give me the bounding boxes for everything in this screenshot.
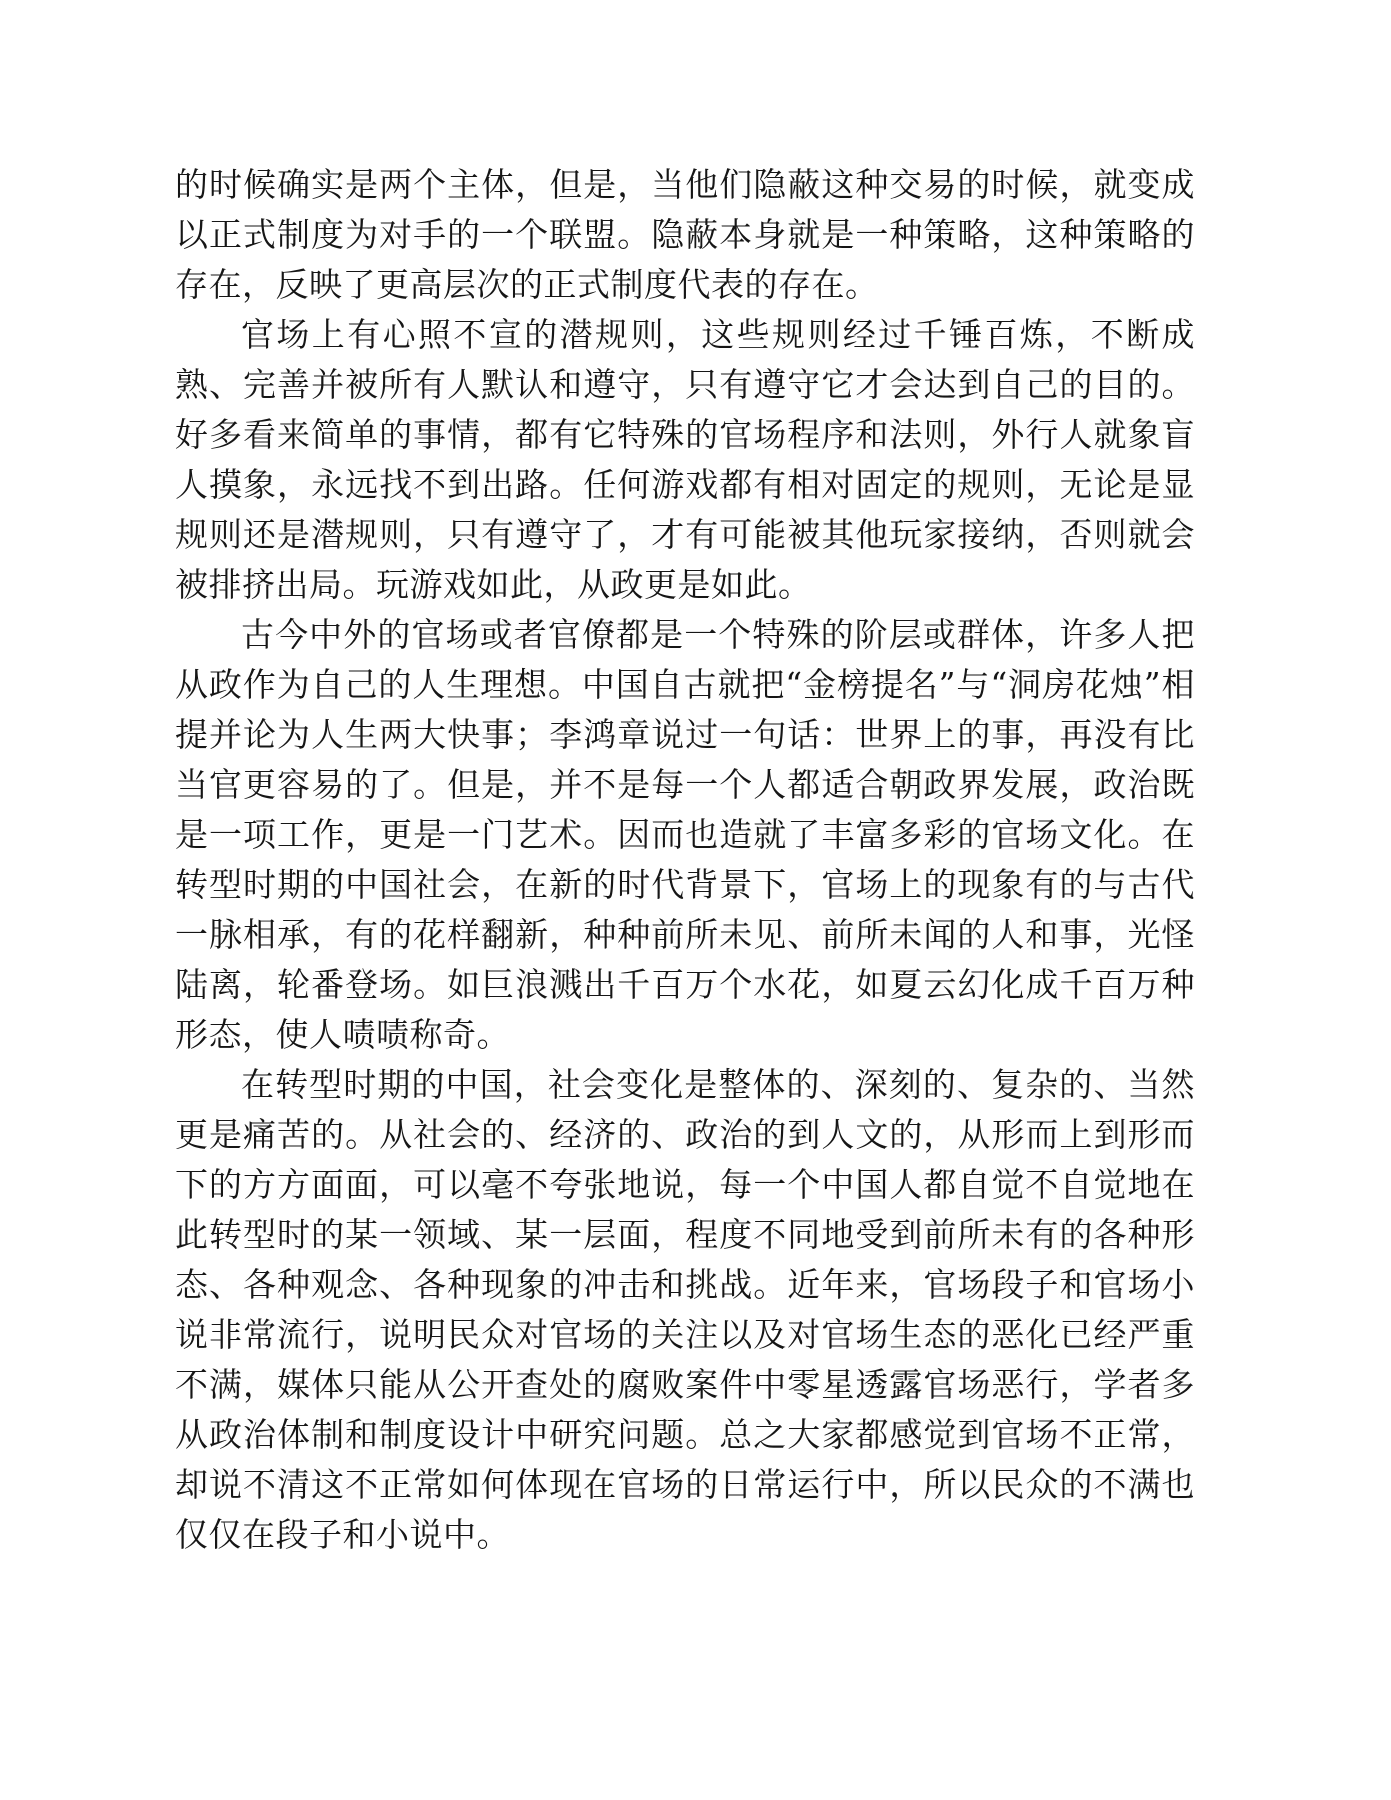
- paragraph-hidden-rules: 官场上有心照不宣的潜规则，这些规则经过千锤百炼，不断成熟、完善并被所有人默认和遵守，只有遵守它才会达到自己的目的。好多看来简单的事情，都有它特殊的官场程序和法则，外行人就象盲人摸象，永远找不到出路。任何游戏都有相对固定的规则，无论是显规则还是潜规则，只有遵守了，才有可能被其他玩家接纳，否则就会被排挤出局。玩游戏如此，从政更是如此。: [175, 315, 1195, 604]
- paragraph-continuation: 的时候确实是两个主体，但是，当他们隐蔽这种交易的时候，就变成以正式制度为对手的一个联盟。隐蔽本身就是一种策略，这种策略的存在，反映了更高层次的正式制度代表的存在。: [175, 165, 1195, 304]
- document-text: [175, 160, 1195, 1560]
- paragraph-officialdom-culture: 古今中外的官场或者官僚都是一个特殊的阶层或群体，许多人把从政作为自己的人生理想。中国自古就把“金榜提名”与“洞房花烛”相提并论为人生两大快事；李鸿章说过一句话：世界上的事，再没有比当官更容易的了。但是，并不是每一个人都适合朝政界发展，政治既是一项工作，更是一门艺术。因而也造就了丰富多彩的官场文化。在转型时期的中国社会，在新的时代背景下，官场上的现象有的与古代一脉相承，有的花样翻新，种种前所未见、前所未闻的人和事，光怪陆离，轮番登场。如巨浪溅出千百万个水花，如夏云幻化成千百万种形态，使人啧啧称奇。: [175, 615, 1195, 1054]
- paragraph-transition-era: 在转型时期的中国，社会变化是整体的、深刻的、复杂的、当然更是痛苦的。从社会的、经济的、政治的到人文的，从形而上到形而下的方方面面，可以毫不夸张地说，每一个中国人都自觉不自觉地在此转型时的某一领域、某一层面，程度不同地受到前所未有的各种形态、各种观念、各种现象的冲击和挑战。近年来，官场段子和官场小说非常流行，说明民众对官场的关注以及对官场生态的恶化已经严重不满，媒体只能从公开查处的腐败案件中零星透露官场恶行，学者多从政治体制和制度设计中研究问题。总之大家都感觉到官场不正常，却说不清这不正常如何体现在官场的日常运行中，所以民众的不满也仅仅在段子和小说中。: [175, 1065, 1195, 1554]
